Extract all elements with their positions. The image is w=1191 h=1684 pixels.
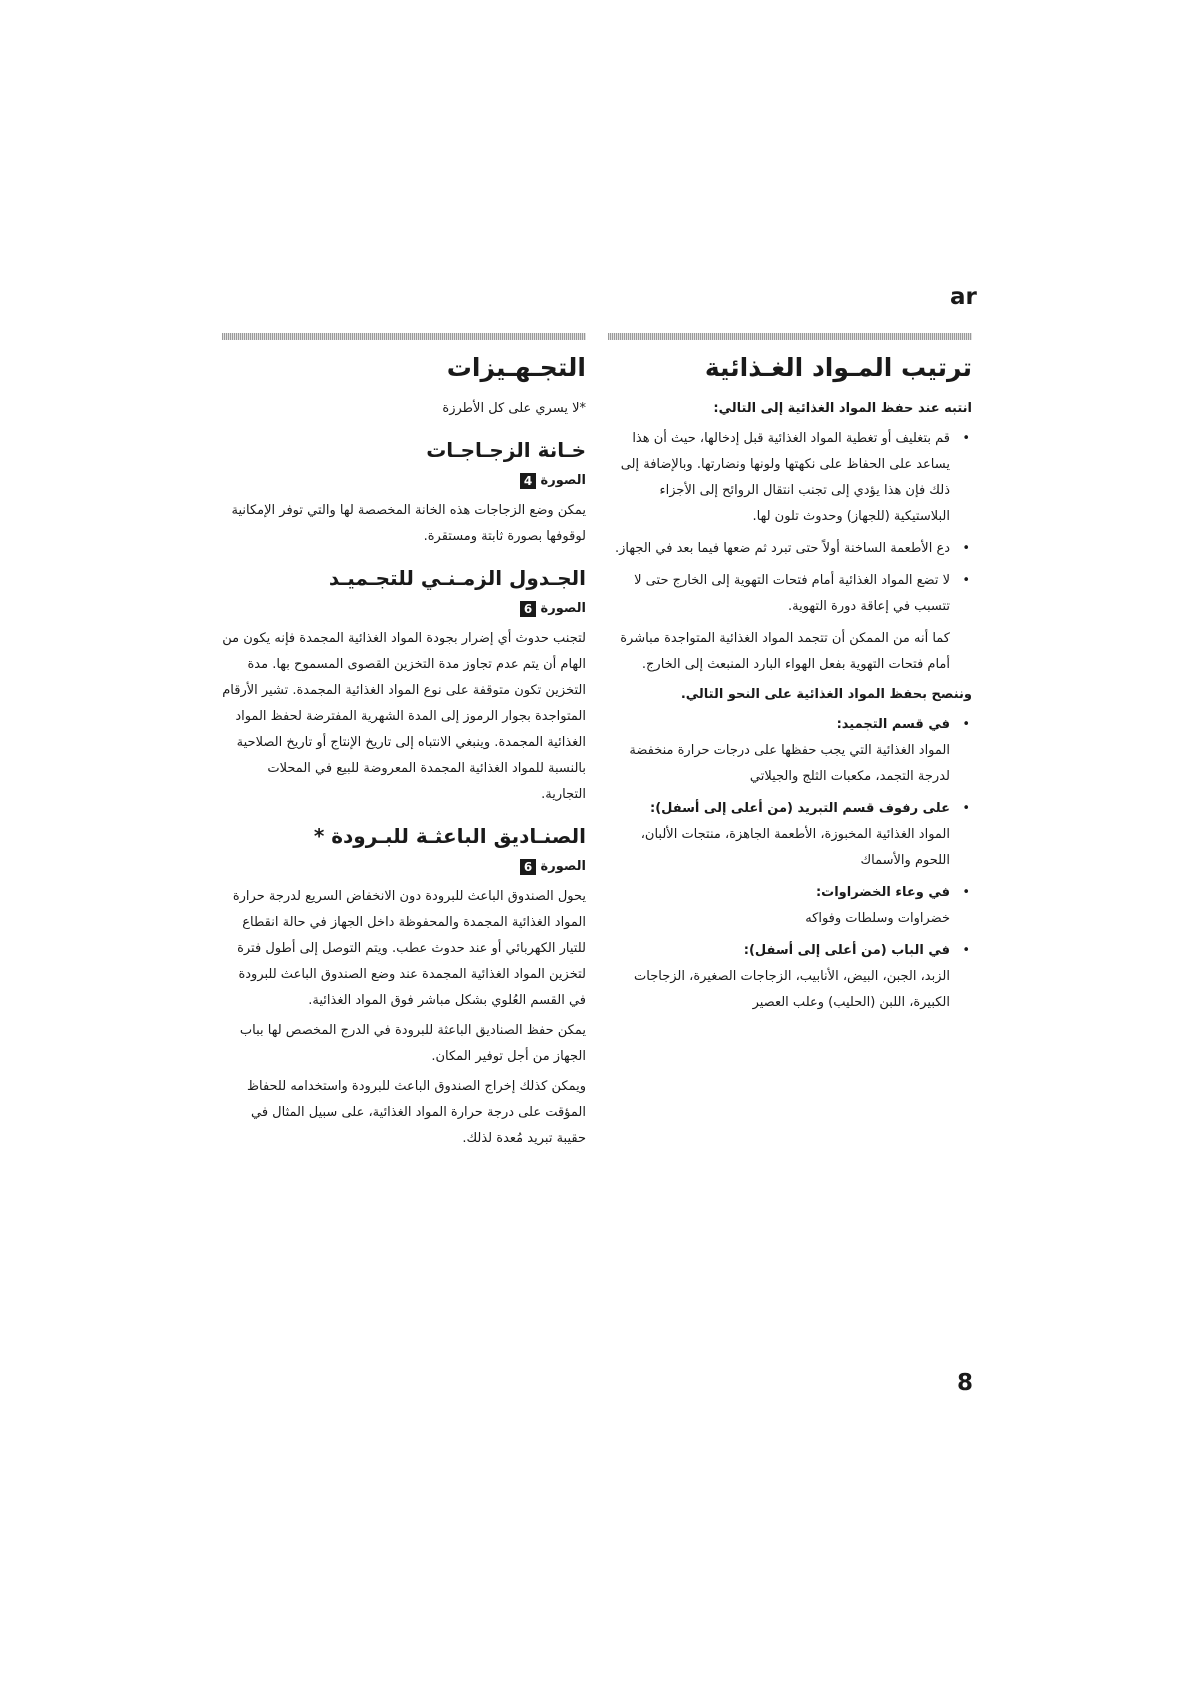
figure-number: 4 bbox=[520, 473, 536, 489]
list-item bbox=[608, 938, 950, 1016]
cold-packs-text: ويمكن كذلك إخراج الصندوق الباعث للبرودة واستخدامه للحفاظ المؤقت على درجة حرارة المواد الغذائية، على سبيل المثال في حقيبة تبريد مُعدة لذلك. bbox=[246, 1079, 586, 1146]
freezing-calendar-heading: الجـدول الزمـنـي للتجـميـد bbox=[328, 566, 586, 590]
list-item bbox=[608, 712, 950, 790]
cold-packs-heading: الصنـاديق الباعثـة للبـرودة * bbox=[313, 824, 586, 848]
list-item bbox=[608, 796, 950, 874]
location-text: المواد الغذائية التي يجب حفظها على درجات حرارة منخفضة لدرجة التجمد، مكعبات الثلج والجيلاتي bbox=[629, 743, 950, 784]
figure-reference bbox=[222, 470, 586, 492]
figure-label: الصورة bbox=[540, 859, 586, 874]
cold-packs-text: يحول الصندوق الباعث للبرودة دون الانخفاض السريع لدرجة حرارة المواد الغذائية المجمدة والمحفوظة داخل الجهاز في حالة انقطاع للتيار الكهربائي أو عند حدوث عطب. ويتم التوصل إلى أطول فترة لتخزين المواد الغذائية المجمدة عند وضع الصندوق الباعث للبرودة في القسم العُلوي بشكل مباشر فوق المواد الغذائية. bbox=[232, 889, 586, 1008]
equipment-column bbox=[222, 333, 586, 1156]
location-text: الزبد، الجبن، البيض، الأنابيب، الزجاجات الصغيرة، الزجاجات الكبيرة، اللبن (الحليب) وعلب العصير bbox=[634, 969, 950, 1010]
freezing-calendar-text: لتجنب حدوث أي إضرار بجودة المواد الغذائية المجمدة فإنه يكون من الهام أن يتم عدم تجاوز مدة التخزين القصوى المسموح بها. مدة التخزين تكون متوقفة على نوع المواد الغذائية المجمدة. تشير الأرقام المتواجدة بجوار الرموز إلى المدة الشهرية المفترضة لحفظ المواد الغذائية المجمدة. وينبغي الانتباه إلى تاريخ الإنتاج أو تاريخ الصلاحية بالنسبة للمواد الغذائية المجمدة المعروضة للبيع في المحلات التجارية. bbox=[222, 631, 586, 802]
equipment-title: التجـهـيزات bbox=[446, 353, 586, 382]
location-text: خضراوات وسلطات وفواكه bbox=[805, 911, 950, 926]
bottle-rack-text: يمكن وضع الزجاجات هذه الخانة المخصصة لها والتي توفر الإمكانية لوقوفها بصورة ثابتة ومستقرة. bbox=[231, 503, 586, 544]
ventilation-note: كما أنه من الممكن أن تتجمد المواد الغذائية المتواجدة مباشرة أمام فتحات التهوية بفعل الهواء البارد المنبعث إلى الخارج. bbox=[620, 631, 950, 672]
cold-packs-text: يمكن حفظ الصناديق الباعثة للبرودة في الدرج المخصص لها بباب الجهاز من أجل توفير المكان. bbox=[239, 1023, 586, 1064]
equipment-subtitle: *لا يسري على كل الأطرزة bbox=[442, 401, 586, 416]
location-title: • في وعاء الخضراوات: bbox=[815, 885, 950, 900]
recommend-lead: وننصح بحفظ المواد الغذائية على النحو التالي. bbox=[680, 687, 972, 702]
food-arrangement-title: ترتيب المـواد الغـذائية bbox=[704, 353, 972, 382]
location-title: • في قسم التجميد: bbox=[836, 717, 950, 732]
location-title: • على رفوف قسم التبريد (من أعلى إلى أسفل): bbox=[650, 801, 950, 816]
list-item: • دع الأطعمة الساخنة أولاً حتى تبرد ثم ضعها فيما بعد في الجهاز. bbox=[608, 536, 950, 562]
figure-reference bbox=[222, 598, 586, 620]
location-title: • في الباب (من أعلى إلى أسفل): bbox=[743, 943, 950, 958]
list-item bbox=[608, 880, 950, 932]
storage-lead: انتبه عند حفظ المواد الغذائية إلى التالي: bbox=[713, 401, 972, 416]
page-number: 8 bbox=[957, 1370, 974, 1396]
section-rule bbox=[222, 333, 586, 340]
figure-label: الصورة bbox=[540, 601, 586, 616]
location-text: المواد الغذائية المخبوزة، الأطعمة الجاهزة، منتجات الألبان، اللحوم والأسماك bbox=[640, 827, 950, 868]
figure-number: 6 bbox=[520, 601, 536, 617]
language-code: ar bbox=[950, 284, 977, 310]
figure-reference bbox=[222, 856, 586, 878]
figure-label: الصورة bbox=[540, 473, 586, 488]
storage-tips-list bbox=[608, 426, 972, 620]
list-item: • قم بتغليف أو تغطية المواد الغذائية قبل إدخالها، حيث أن هذا يساعد على الحفاظ على نكهتها ولونها ونضارتها. وبالإضافة إلى ذلك فإن هذا يؤدي إلى تجنب انتقال الروائح إلى الأجزاء البلاستيكية (للجهاز) وحدوث تلون لها. bbox=[608, 426, 950, 530]
section-rule bbox=[608, 333, 972, 340]
storage-locations-list bbox=[608, 712, 972, 1016]
food-arrangement-column bbox=[608, 333, 972, 1022]
figure-number: 6 bbox=[520, 859, 536, 875]
bottle-rack-heading: خـانة الزجـاجـات bbox=[426, 438, 586, 462]
list-item: • لا تضع المواد الغذائية أمام فتحات التهوية إلى الخارج حتى لا تتسبب في إعاقة دورة التهوية. bbox=[608, 568, 950, 620]
